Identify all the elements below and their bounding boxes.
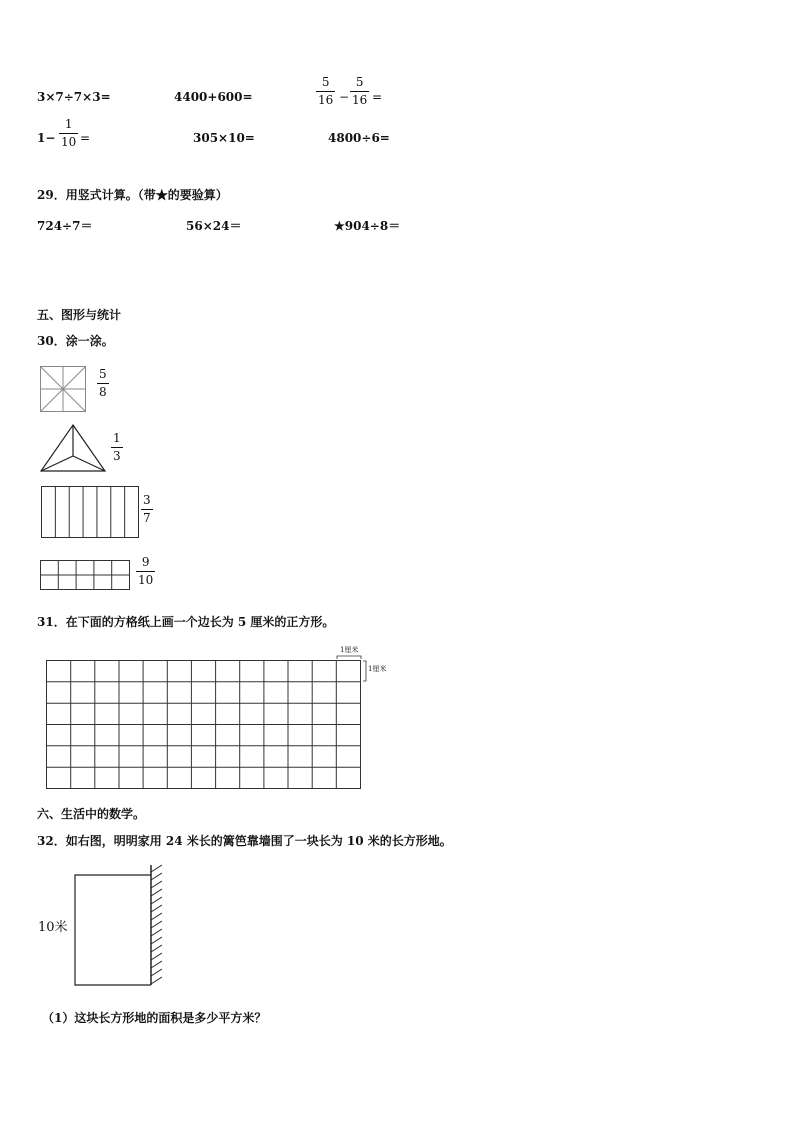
fraction-denominator: 16 <box>352 93 368 107</box>
expr-305x10: 305×10= <box>193 131 255 145</box>
fraction-denominator: 8 <box>99 385 107 399</box>
equals-sign: = <box>372 90 383 104</box>
fraction-denominator: 16 <box>318 93 334 107</box>
grid-paper[interactable] <box>46 660 362 790</box>
fraction-denominator: 10 <box>138 573 154 587</box>
expr-star-904d8: ★904÷8＝ <box>334 219 401 233</box>
fraction-denominator: 3 <box>113 449 121 463</box>
question-30-title: 30．涂一涂。 <box>37 334 114 348</box>
fraction-5-16-b <box>350 76 369 107</box>
fraction-numerator: 5 <box>355 75 364 89</box>
minus-sign: − <box>339 90 350 104</box>
equals-sign: = <box>80 131 91 145</box>
section-6-title: 六、生活中的数学。 <box>37 807 146 821</box>
question-31-title: 31．在下面的方格纸上画一个边长为 5 厘米的正方形。 <box>37 615 335 629</box>
fraction-numerator: 9 <box>141 555 150 569</box>
expr-724d7: 724÷7＝ <box>37 219 93 233</box>
rectangle-sevenths-shape <box>41 486 139 538</box>
fraction-5-8 <box>97 368 109 399</box>
triangle-thirds-shape <box>40 424 106 472</box>
fraction-numerator: 5 <box>99 367 107 381</box>
fraction-numerator: 3 <box>143 493 151 507</box>
fraction-1-10 <box>59 118 78 149</box>
fraction-numerator: 1 <box>64 117 73 131</box>
side-length-label: 10米 <box>38 920 68 935</box>
fraction-5-16-a <box>316 76 335 107</box>
fraction-9-10 <box>136 556 155 587</box>
expr-3x7d7x3: 3×7÷7×3= <box>37 90 111 104</box>
fraction-denominator: 7 <box>143 511 151 525</box>
unit-label-top: 1厘米 <box>340 646 359 654</box>
fraction-numerator: 1 <box>113 431 121 445</box>
square-eighths-shape <box>40 366 86 412</box>
question-32-title: 32．如右图，明明家用 24 米长的篱笆靠墙围了一块长为 10 米的长方形地。 <box>37 834 452 848</box>
expr-56x24: 56×24＝ <box>186 219 242 233</box>
expr-4800d6: 4800÷6= <box>328 131 390 145</box>
fraction-1-3 <box>111 432 123 463</box>
unit-label-side: 1厘米 <box>368 665 387 673</box>
section-5-title: 五、图形与统计 <box>37 308 122 322</box>
fraction-3-7 <box>141 494 153 525</box>
fraction-numerator: 5 <box>321 75 330 89</box>
fraction-denominator: 10 <box>61 135 77 149</box>
fenced-rectangle-diagram <box>74 864 166 986</box>
question-29-title: 29．用竖式计算。（带★的要验算） <box>37 188 228 202</box>
expr-4400p600: 4400+600= <box>174 90 253 104</box>
question-32-sub-1: （1）这块长方形地的面积是多少平方米？ <box>42 1011 267 1025</box>
rectangle-tenths-shape <box>40 560 130 590</box>
one-minus: 1− <box>37 131 56 145</box>
